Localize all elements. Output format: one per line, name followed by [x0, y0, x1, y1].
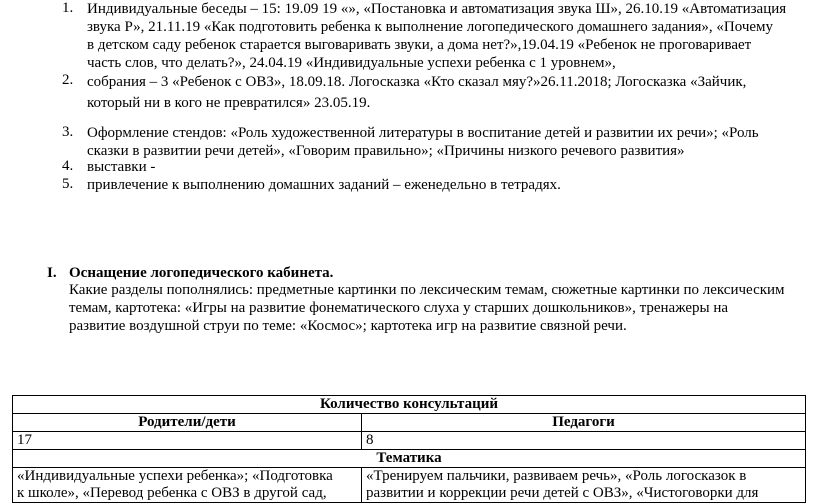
- table-cell-parents-count: 17: [13, 432, 362, 450]
- text-line: выставки -: [87, 159, 156, 175]
- section-body: [69, 281, 804, 335]
- text-line: развитии и коррекции речи детей с ОВЗ», «Чистоговорки для: [366, 485, 759, 501]
- text-line: «Индивидуальные успехи ребенка»; «Подготовка: [17, 468, 333, 484]
- section-title: Оснащение логопедического кабинета.: [69, 265, 334, 281]
- text-line: привлечение к выполнению домашних заданий – еженедельно в тетрадях.: [87, 177, 561, 193]
- list-item-text: [87, 124, 787, 160]
- section-number: I.: [47, 265, 57, 281]
- text-line: который ни в кого не превратился» 23.05.19.: [87, 95, 371, 111]
- text-line: в детском саду ребенок старается выговаривать звуки, а дома нет?»,19.04.19 «Ребенок не проговаривает: [87, 37, 752, 53]
- list-item-number: 1.: [62, 0, 74, 16]
- table-row: [13, 414, 806, 432]
- text-line: развитие воздушной струи по теме: «Космос»; картотека игр на развитие связной речи.: [69, 318, 627, 334]
- column-header-parents: Родители/дети: [13, 414, 362, 432]
- text-line: сказки в развитии речи детей», «Говорим правильно»; «Причины низкого речевого развития»: [87, 143, 685, 159]
- table-title: Количество консультаций: [13, 396, 806, 414]
- table-row: [13, 432, 806, 450]
- list-item-number: 5.: [62, 176, 74, 192]
- text-line: Оформление стендов: «Роль художественной литературы в воспитание детей и развитии их речи»; «Роль: [87, 125, 759, 141]
- text-line: звука Р», 21.11.19 «Как подготовить ребенка к выполнение логопедического домашнего задания», «Почему: [87, 19, 774, 35]
- table-row: [13, 450, 806, 468]
- column-header-teachers: Педагоги: [362, 414, 806, 432]
- table-cell-teachers-themes: [362, 468, 806, 503]
- table-row: [13, 468, 806, 503]
- text-line: Индивидуальные беседы – 15: 19.09 19 «», «Постановка и автоматизация звука Ш», 26.10.19 «Автоматизация: [87, 1, 787, 17]
- list-item-text: [87, 0, 787, 72]
- text-line: собрания – 3 «Ребенок с ОВЗ», 18.09.18. Логосказка «Кто сказал мяу?»26.11.2018; Логосказка «Зайчик,: [87, 74, 747, 90]
- text-line: «Тренируем пальчики, развиваем речь», «Роль логосказок в: [366, 468, 747, 484]
- list-item-number: 3.: [62, 124, 74, 140]
- text-line: к школе», «Перевод ребенка с ОВЗ в другой сад,: [17, 485, 327, 501]
- list-item-text: [87, 72, 787, 114]
- table-cell-parents-themes: [13, 468, 362, 503]
- list-item-text: [87, 176, 787, 194]
- text-line: Какие разделы пополнялись: предметные картинки по лексическим темам, сюжетные картинки по лексическим: [69, 282, 785, 298]
- text-line: часть слов, что делать?», 24.04.19 «Индивидуальные успехи ребенка с 1 уровнем»,: [87, 55, 616, 71]
- theme-header: Тематика: [13, 450, 806, 468]
- consultations-table: [12, 395, 806, 503]
- list-item-number: 4.: [62, 158, 74, 174]
- table-row: [13, 396, 806, 414]
- list-item-text: [87, 158, 787, 176]
- text-line: темам, картотека: «Игры на развитие фонематического слуха у старших дошкольников», тренажеры на: [69, 300, 729, 316]
- list-item-number: 2.: [62, 72, 74, 88]
- table-cell-teachers-count: 8: [362, 432, 806, 450]
